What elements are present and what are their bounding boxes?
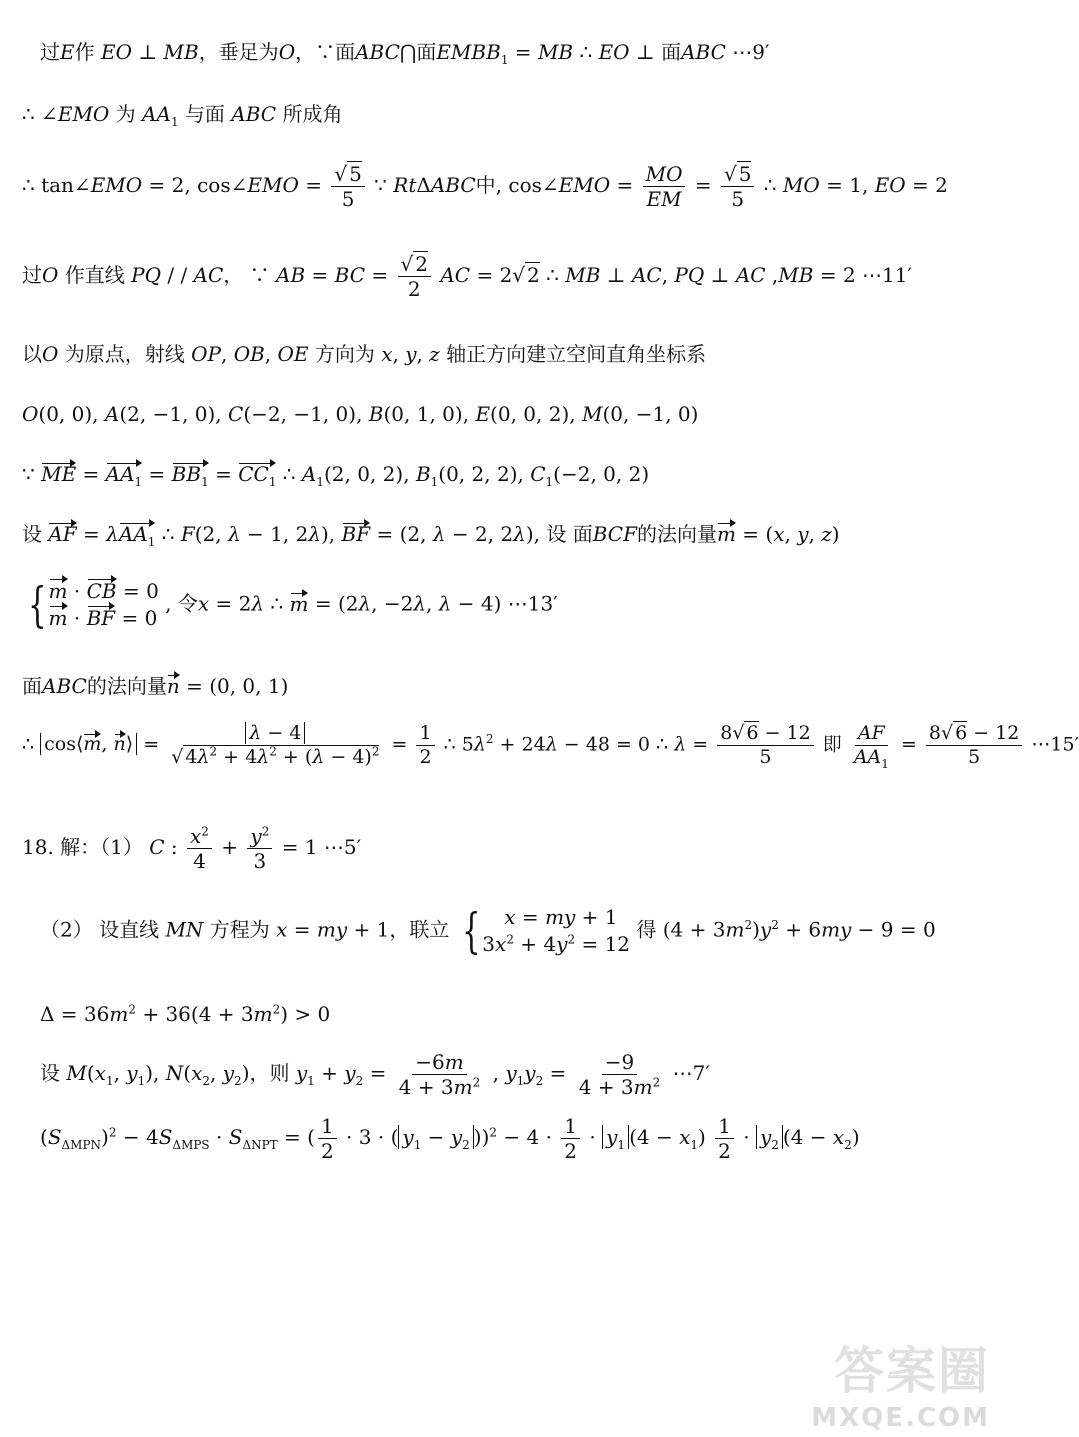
- solution-line-9: { m · CB = 0 m · BF = 0 , 令x = 2λ ∴ m = (2λ, −2λ, λ − 4) ⋯13′: [28, 577, 558, 633]
- watermark-url-text: MXQE.COM: [811, 1403, 990, 1433]
- solution-line-15: 设 $M(x_1$, $y_1$), $N(x_2$, $y_2$)，则 $y_1 + y_2$ = $\frac{-6m}{4 + 3m^2}$ , $y_1y_2$ = $\frac{-9}{4 + 3m^2}$ ⋯7′: [40, 1050, 710, 1099]
- solution-line-7: ∵ ME = $AA_1 = BB_1 = CC_1$ ∴ $A_1(2$, 0, 2), $B_1(0$, 2, 2), $C_1(-2$, 0, 2): [22, 462, 650, 489]
- solution-line-2: ∴ ∠EMO 为 $AA_1$ 与面 ABC 所成角: [22, 102, 343, 129]
- solution-line-3: ∴ tan∠EMO = 2, cos∠EMO = $\frac{√ 5}{5}$ ∵ RtΔABC中, cos∠EMO = $\frac{MO}{EM}$ = $\frac{√ 5}{5}$ ∴ MO = 1, EO = 2: [22, 162, 948, 211]
- solution-line-13: （2） 设直线 MN 方程为 x = my + 1，联立 { x = my + 1 $3x^2 + 4y^2 = 12$ 得 $(4 + 3m^2)y^2 + 6my - 9 = 0$: [40, 903, 936, 959]
- solution-line-10: 面ABC的法向量n = (0, 0, 1): [22, 674, 289, 698]
- solution-line-6: O(0, 0), A(2, −1, 0), C(−2, −1, 0), B(0, 1, 0), E(0, 0, 2), M(0, −1, 0): [22, 402, 699, 426]
- solution-line-14: $\Delta = 36m^2 + 36(4 + 3m^2) > 0$: [40, 1002, 331, 1026]
- solution-line-12: 18. 解：（1） C : $\frac{x^2}{4}$ + $\frac{y^2}{3}$ = 1 ⋯5′: [22, 824, 362, 873]
- watermark-cn-text: 答案圈: [834, 1342, 990, 1400]
- solution-line-1: 过E作 EO ⊥ MB，垂足为O，∵面ABC⋂面$EMBB_1$ = MB ∴ EO ⊥ 面ABC ⋯9′: [40, 40, 770, 67]
- solution-line-16: $(S_{\Delta MPN})^2 - 4S_{\Delta MPS} \cdot S_{\Delta NPT}$ = ( $\frac{1}{2}$ · 3 · ( $y_1 - y_2$ ))$^2$ − 4 · $\frac{1}{2}$ · $y_1$ $(4 - x_1)$ $\frac{1}{2}$ · $y_2$ $(4 - x_2)$: [40, 1114, 860, 1163]
- solution-line-4: 过O 作直线 PQ / / AC， ∵ AB = BC = $\frac{√ 2}{2}$ AC = 2√ 2 ∴ MB ⊥ AC, PQ ⊥ AC ,MB = 2 ⋯11′: [22, 252, 913, 301]
- solution-line-11: ∴ cos⟨m, n⟩ = $\frac{\lambda - 4}{√ 4\lambda^2 + 4\lambda^2 + (\lambda - 4)^2}$ = $\frac{1}{2}$ ∴ $5\lambda^2 + 24\lambda - 48 = 0$ ∴ λ = $\frac{8√ 6 - 12}{5}$ 即 $\frac{AF}{AA_1}$ = $\frac{8√ 6 - 12}{5}$ ⋯15′: [22, 722, 1079, 771]
- solution-line-8: 设 AF = λAA$_1$ ∴ F(2, λ − 1, 2λ), BF = (2, λ − 2, 2λ), 设 面BCF的法向量m = (x, y, z): [22, 522, 840, 549]
- solution-line-5: 以O 为原点，射线 OP, OB, OE 方向为 x, y, z 轴正方向建立空间直角坐标系: [22, 342, 707, 366]
- watermark-logo: [811, 1331, 990, 1433]
